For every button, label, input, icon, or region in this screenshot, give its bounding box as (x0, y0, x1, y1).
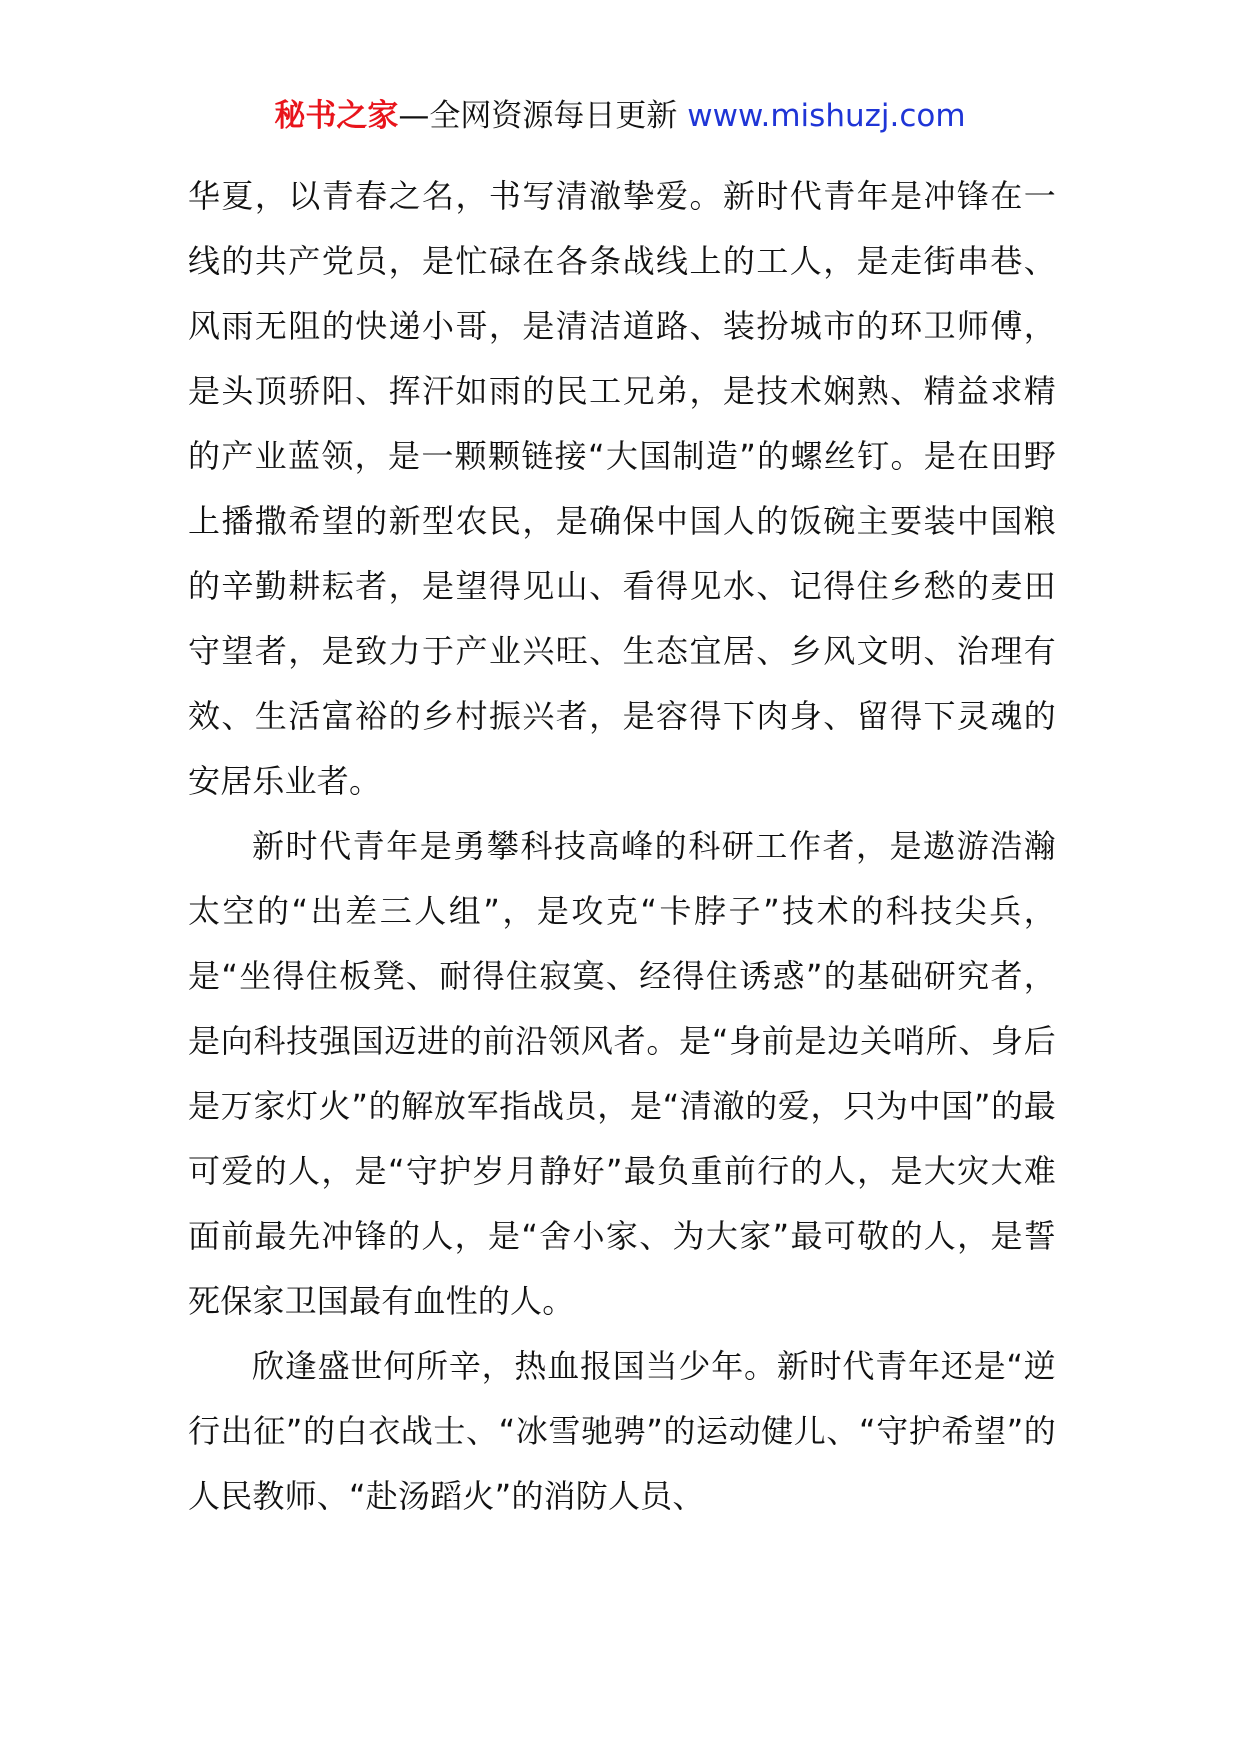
paragraph-1: 华夏，以青春之名，书写清澈挚爱。新时代青年是冲锋在一线的共产党员，是忙碌在各条战线上的工人，是走街串巷、风雨无阻的快递小哥，是清洁道路、装扮城市的环卫师傅，是头顶骄阳、挥汗如雨的民工兄弟，是技术娴熟、精益求精的产业蓝领，是一颗颗链接“大国制造”的螺丝钉。是在田野上播撒希望的新型农民，是确保中国人的饭碗主要装中国粮的辛勤耕耘者，是望得见山、看得见水、记得住乡愁的麦田守望者，是致力于产业兴旺、生态宜居、乡风文明、治理有效、生活富裕的乡村振兴者，是容得下肉身、留得下灵魂的安居乐业者。 (188, 177, 1056, 800)
header-tagline: —全网资源每日更新 (398, 98, 678, 134)
page-header (0, 96, 1240, 136)
document-body (188, 164, 1056, 1529)
brand-name: 秘书之家 (274, 98, 399, 134)
paragraph-2: 新时代青年是勇攀科技高峰的科研工作者，是遨游浩瀚太空的“出差三人组”，是攻克“卡脖子”技术的科技尖兵，是“坐得住板凳、耐得住寂寞、经得住诱惑”的基础研究者，是向科技强国迈进的前沿领风者。是“身前是边关哨所、身后是万家灯火”的解放军指战员，是“清澈的爱，只为中国”的最可爱的人，是“守护岁月静好”最负重前行的人，是大灾大难面前最先冲锋的人，是“舍小家、为大家”最可敬的人，是誓死保家卫国最有血性的人。 (188, 827, 1056, 1320)
site-url[interactable]: www.mishuzj.com (687, 98, 966, 134)
paragraph-3: 欣逢盛世何所辛，热血报国当少年。新时代青年还是“逆行出征”的白衣战士、“冰雪驰骋”的运动健儿、“守护希望”的人民教师、“赴汤蹈火”的消防人员、 (188, 1347, 1056, 1515)
